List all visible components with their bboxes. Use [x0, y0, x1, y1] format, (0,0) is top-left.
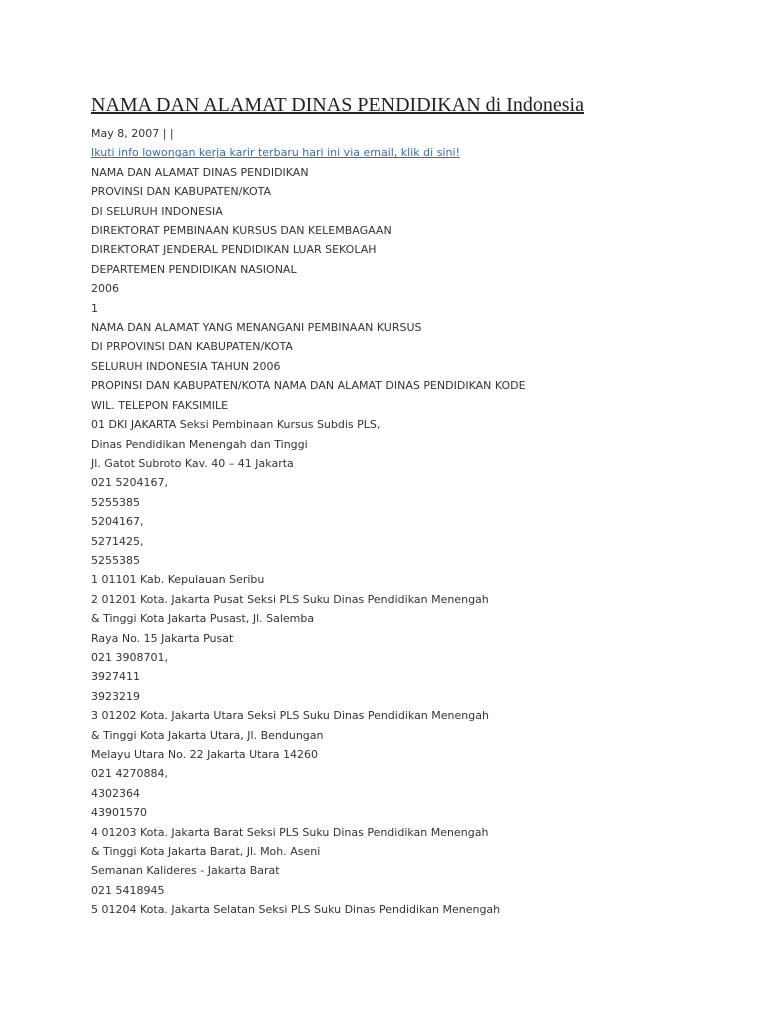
body-line: Jl. Gatot Subroto Kav. 40 – 41 Jakarta — [91, 456, 294, 470]
body-line: DEPARTEMEN PENDIDIKAN NASIONAL — [91, 262, 297, 276]
body-line: 5271425, — [91, 534, 144, 548]
body-line: DI PRPOVINSI DAN KABUPATEN/KOTA — [91, 340, 293, 354]
body-line: 4302364 — [91, 786, 140, 800]
post-meta: May 8, 2007 | | — [91, 127, 174, 140]
body-line: 021 4270884, — [91, 767, 168, 781]
body-line: NAMA DAN ALAMAT YANG MENANGANI PEMBINAAN KURSUS — [91, 321, 422, 335]
body-line: 5 01204 Kota. Jakarta Selatan Seksi PLS Suku Dinas Pendidikan Menengah — [91, 903, 501, 917]
body-line: 3923219 — [91, 689, 140, 703]
body-line: 1 01101 Kab. Kepulauan Seribu — [91, 573, 265, 587]
body-line: NAMA DAN ALAMAT DINAS PENDIDIKAN — [91, 165, 309, 179]
body-line: 021 5418945 — [91, 883, 165, 897]
body-line: 021 3908701, — [91, 650, 168, 664]
body-line: & Tinggi Kota Jakarta Barat, Jl. Moh. Aseni — [91, 845, 321, 859]
body-line: PROVINSI DAN KABUPATEN/KOTA — [91, 185, 271, 199]
body-line: 1 — [91, 301, 98, 315]
body-line: Melayu Utara No. 22 Jakarta Utara 14260 — [91, 748, 318, 761]
article — [91, 92, 731, 920]
body-line: 01 DKI JAKARTA Seksi Pembinaan Kursus Subdis PLS, — [91, 418, 381, 432]
job-alert-link[interactable]: Ikuti info lowongan kerja karir terbaru hari ini via email, klik di sini! — [91, 146, 460, 160]
body-line: 5204167, — [91, 515, 144, 529]
body-line: 5255385 — [91, 495, 140, 509]
body-line: 43901570 — [91, 806, 147, 820]
body-line: 2 01201 Kota. Jakarta Pusat Seksi PLS Suku Dinas Pendidikan Menengah — [91, 592, 489, 606]
article-body — [91, 163, 731, 920]
body-line: WIL. TELEPON FAKSIMILE — [91, 398, 229, 412]
body-line: & Tinggi Kota Jakarta Pusast, Jl. Salemba — [91, 612, 315, 626]
body-line: 3 01202 Kota. Jakarta Utara Seksi PLS Suku Dinas Pendidikan Menengah — [91, 709, 489, 723]
body-line: PROPINSI DAN KABUPATEN/KOTA NAMA DAN ALAMAT DINAS PENDIDIKAN KODE — [91, 379, 526, 393]
body-line: 3927411 — [91, 670, 140, 684]
body-line: Raya No. 15 Jakarta Pusat — [91, 631, 234, 645]
body-line: 2006 — [91, 282, 119, 296]
body-line: DIREKTORAT PEMBINAAN KURSUS DAN KELEMBAGAAN — [91, 224, 392, 238]
body-line: Dinas Pendidikan Menengah dan Tinggi — [91, 437, 308, 451]
body-line: 021 5204167, — [91, 476, 168, 490]
body-line: DIREKTORAT JENDERAL PENDIDIKAN LUAR SEKOLAH — [91, 243, 377, 257]
body-line: SELURUH INDONESIA TAHUN 2006 — [91, 359, 281, 373]
article-title: NAMA DAN ALAMAT DINAS PENDIDIKAN di Indonesia — [91, 94, 584, 116]
body-line: & Tinggi Kota Jakarta Utara, Jl. Bendungan — [91, 728, 324, 742]
body-line: Semanan Kalideres - Jakarta Barat — [91, 864, 280, 878]
body-line: 4 01203 Kota. Jakarta Barat Seksi PLS Suku Dinas Pendidikan Menengah — [91, 825, 489, 839]
body-line: DI SELURUH INDONESIA — [91, 204, 223, 218]
body-line: 5255385 — [91, 553, 140, 567]
